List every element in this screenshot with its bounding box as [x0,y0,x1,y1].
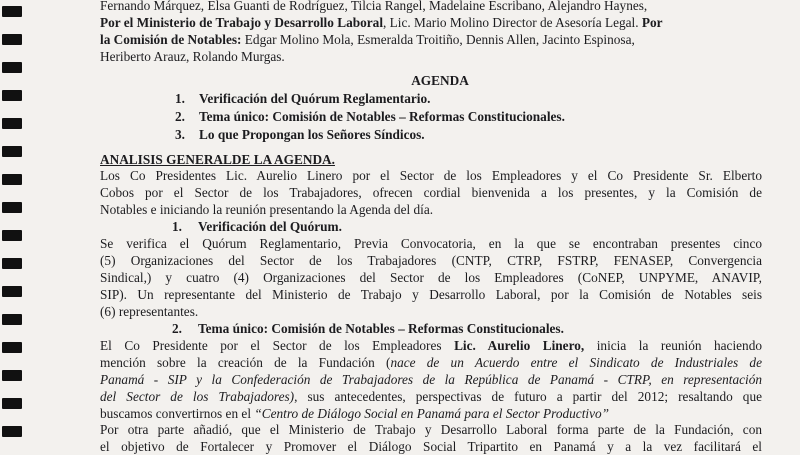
binding-hole [2,314,22,325]
binding-hole [2,426,22,437]
agenda-item-number: 3. [175,127,185,142]
notables-names: Edgar Molino Mola, Esmeralda Troitiño, Dennis Allen, Jacinto Espinosa, [241,32,635,47]
paragraph-line: Panamá - SIP y la Confederación de Trabajadores de la República de Panamá - CTRP, en representación [100,372,762,387]
paragraph-line: Sindical,) y cuatro (4) Organizaciones del Sector de los Empleadores (CoNEP, UNPYME, ANAVIP, [100,270,762,285]
paragraph-line: Los Co Presidentes Lic. Aurelio Linero por el Sector de los Empleadores y el Co Presidente Sr. Elberto [100,168,762,183]
document-page [100,0,780,454]
agenda-item-number: 2. [175,109,185,124]
paragraph-line: (6) representantes. [100,304,199,319]
binding-hole [2,230,22,241]
por-label: Por [641,15,663,30]
subheading-text: Tema único: Comisión de Notables – Reformas Constitucionales. [198,321,564,336]
paragraph-line [100,354,762,371]
binding-hole [2,398,22,409]
agenda-item [175,108,565,125]
binding-hole [2,118,22,129]
ministry-rep: , Lic. Mario Molino Director de Asesoría Legal. [383,15,642,30]
binding-hole [2,146,22,157]
binding-hole [2,6,22,17]
notables-label: la Comisión de Notables: [100,32,242,47]
paragraph-line [100,388,762,405]
italic-run: del Sector de los Trabajadores) [100,389,295,404]
text-run: El Co Presidente por el Sector de los Empleadores [100,338,455,353]
binding-hole [2,34,22,45]
binding-hole [2,202,22,213]
paragraph-line: (5) Organizaciones del Sector de los Trabajadores (CNTP, CTRP, FSTRP, FENASEP, Convergencia [100,253,762,268]
ministry-label: Por el Ministerio de Trabajo y Desarrollo Laboral [100,15,384,30]
paragraph-line: Notables e iniciando la reunión presentando la Agenda del día. [100,202,434,217]
attendees-line-3 [100,31,635,48]
binding-hole [2,90,22,101]
binding-hole [2,62,22,73]
attendees-line-2 [100,14,663,31]
text-run: buscamos convertirnos en el [100,406,255,421]
paragraph-line [100,405,609,422]
analysis-heading: ANALISIS GENERALDE LA AGENDA. [100,152,335,167]
subheading-number: 2. [172,321,182,336]
paragraph-line: el objetivo de Fortalecer y Promover el Diálogo Social Tripartito en Panamá y a la vez facilitará el [100,439,762,454]
subheading-quorum [172,218,342,235]
agenda-item [175,126,425,143]
attendees-line-4: Heriberto Arauz, Rolando Murgas. [100,49,285,64]
subheading-text: Verificación del Quórum. [198,219,342,234]
paragraph-line: Cobos por el Sector de los Trabajadores, ofrecen cordial bienvenida a los presentes, y la Comisión de [100,185,762,200]
binding-hole [2,258,22,269]
binding-hole [2,174,22,185]
binding-hole [2,286,22,297]
subheading-tema [172,320,564,337]
paragraph-line: SIP). Un representante del Ministerio de Trabajo y Desarrollo Laboral, por la Comisión de Notables seis [100,287,762,302]
text-run: mención sobre la creación de la Fundación ( [100,355,391,370]
text-run: inicia la reunión haciendo [584,338,763,353]
italic-run: nace de un Acuerdo entre el Sindicato de Industriales de [390,355,762,370]
speaker-name: Lic. Aurelio Linero, [454,338,585,353]
agenda-title: AGENDA [411,73,469,88]
italic-run: “Centro de Diálogo Social en Panamá para el Sector Productivo” [254,406,610,421]
subheading-number: 1. [172,219,182,234]
agenda-item-text: Tema único: Comisión de Notables – Reformas Constitucionales. [199,109,565,124]
agenda-item [175,90,430,107]
binding-holes [0,0,30,445]
paragraph-line: Se verifica el Quórum Reglamentario, Previa Convocatoria, en la que se encontraban presentes cinco [100,236,762,251]
text-run: , sus antecedentes, perspectivas de futuro a partir del 2012; resaltando que [294,389,762,404]
agenda-item-text: Lo que Propongan los Señores Síndicos. [199,127,425,142]
paragraph-line: Por otra parte añadió, que el Ministerio de Trabajo y Desarrollo Laboral forma parte de la Fundación, con [100,422,762,437]
attendees-line-1: Fernando Márquez, Elsa Guanti de Rodríguez, Tilcia Rangel, Madelaine Escribano, Alejandro Haynes, [100,0,648,13]
paragraph-line [100,337,762,354]
binding-hole [2,370,22,381]
binding-hole [2,342,22,353]
agenda-item-text: Verificación del Quórum Reglamentario. [199,91,431,106]
agenda-item-number: 1. [175,91,185,106]
